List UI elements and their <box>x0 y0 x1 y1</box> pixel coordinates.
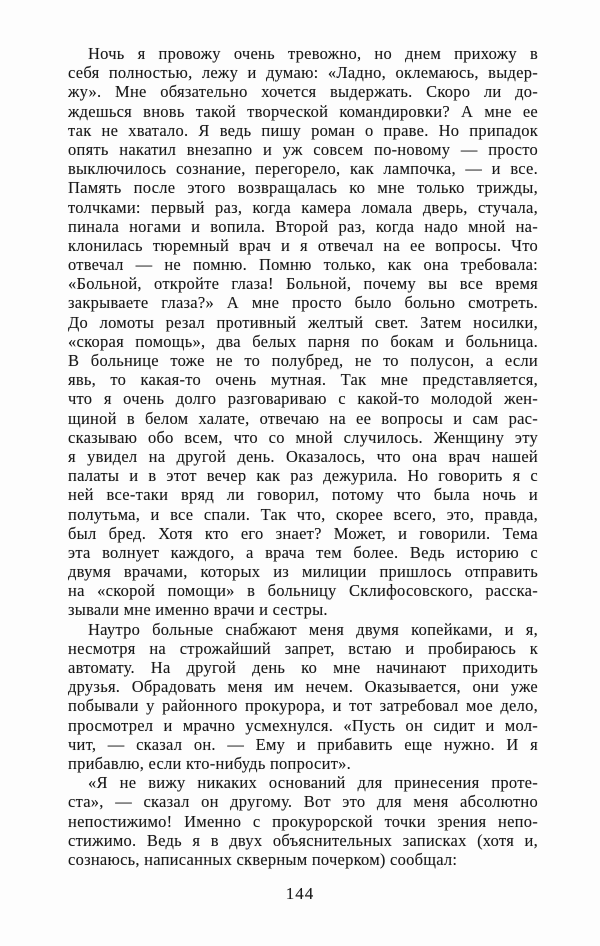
text-line: ста», — сказал он другому. Вот это для меня абсолютно <box>68 792 538 812</box>
text-line: «Больной, откройте глаза! Больной, почему вы все время <box>68 274 538 294</box>
text-line: толчками: первый раз, когда камера ломала дверь, стучала, <box>68 197 538 217</box>
text-line: себя полностью, лежу и думаю: «Ладно, оклемаюсь, выдер- <box>68 63 538 83</box>
text-line: отвечал — не помню. Помню только, как она требовала: <box>68 255 538 275</box>
text-line: автомату. На другой день ко мне начинают приходить <box>68 658 538 677</box>
text-line: просмотрел и мрачно усмехнулся. «Пусть он сидит и мол- <box>68 715 538 735</box>
text-line: двумя врачами, которых из милиции пришлось отправить <box>68 562 538 582</box>
text-line: что я очень долго разговариваю с какой-то молодой жен- <box>68 389 538 409</box>
text-line: выключилось сознание, перегорело, как лампочка, — и все. <box>68 159 538 179</box>
text-line: эта волнует каждого, а врача тем более. Ведь историю с <box>68 542 538 562</box>
text-line: побывали у районного прокурора, и тот затребовал мое дело, <box>68 696 538 716</box>
text-line: опять накатил внезапно и уж совсем по-новому — просто <box>68 139 538 159</box>
text-line: на «скорой помощи» в больницу Склифосовского, расска- <box>68 581 538 601</box>
text-line: несмотря на строжайший запрет, встаю и пробираюсь к <box>68 638 538 658</box>
text-line: «скорая помощь», два белых парня по бокам и больница. <box>68 331 538 351</box>
text-line: я увидел на другой день. Оказалось, что она врач нашей <box>68 446 538 466</box>
text-line: сознаюсь, написанных скверным почерком) сообщал: <box>68 849 458 869</box>
text-line: щиной в белом халате, отвечаю на ее вопросы и сам рас- <box>68 408 538 428</box>
text-line: закрываете глаза?» А мне просто было больно смотреть. <box>68 293 538 313</box>
text-line: стижимо. Ведь я в двух объяснительных записках (хотя и, <box>68 830 538 850</box>
text-line: сказываю обо всем, что со мной случилось. Женщину эту <box>68 427 538 447</box>
page-text <box>68 44 538 869</box>
text-line: Ночь я провожу очень тревожно, но днем прихожу в <box>88 44 538 63</box>
text-line: В больнице тоже не то полубред, не то полусон, а если <box>68 351 538 370</box>
page-number: 144 <box>285 884 315 903</box>
text-line: был бред. Хотя кто его знает? Может, и говорили. Тема <box>68 523 538 543</box>
text-line: ней все-таки вряд ли говорил, потому что была ночь и <box>68 485 538 505</box>
text-line: ждешься вновь такой творческой командировки? А мне ее <box>68 101 538 121</box>
text-line: друзья. Обрадовать меня им нечем. Оказывается, они уже <box>68 677 538 697</box>
text-line: палаты и в этот вечер как раз дежурила. Но говорить я с <box>68 466 538 486</box>
text-line: «Я не вижу никаких оснований для принесения проте- <box>88 773 538 793</box>
text-line: чит, — сказал он. — Ему и прибавить еще нужно. И я <box>68 734 538 754</box>
text-line: Наутро больные снабжают меня двумя копейками, и я, <box>88 619 538 639</box>
text-line: До ломоты резал противный желтый свет. Затем носилки, <box>68 312 538 332</box>
text-line: зывали мне именно врачи и сестры. <box>68 600 328 620</box>
text-line: жу». Мне обязательно хочется выдержать. Скоро ли до- <box>68 82 538 102</box>
text-line: Память после этого возвращалась ко мне только трижды, <box>68 178 538 198</box>
text-line: непостижимо! Именно с прокурорской точки зрения непо- <box>68 811 538 831</box>
text-line: явь, то какая-то очень мутная. Так мне представляется, <box>68 370 538 390</box>
text-line: так не хватало. Я ведь пишу роман о праве. Но припадок <box>68 120 538 140</box>
text-line: полутьма, и все спали. Так что, скорее всего, это, правда, <box>68 504 538 524</box>
text-line: клонилась тюремный врач и я отвечал на ее вопросы. Что <box>68 235 538 255</box>
text-line: прибавлю, если кто-нибудь попросит». <box>68 753 352 773</box>
text-line: пинала ногами и вопила. Второй раз, когда надо мной на- <box>68 216 538 236</box>
